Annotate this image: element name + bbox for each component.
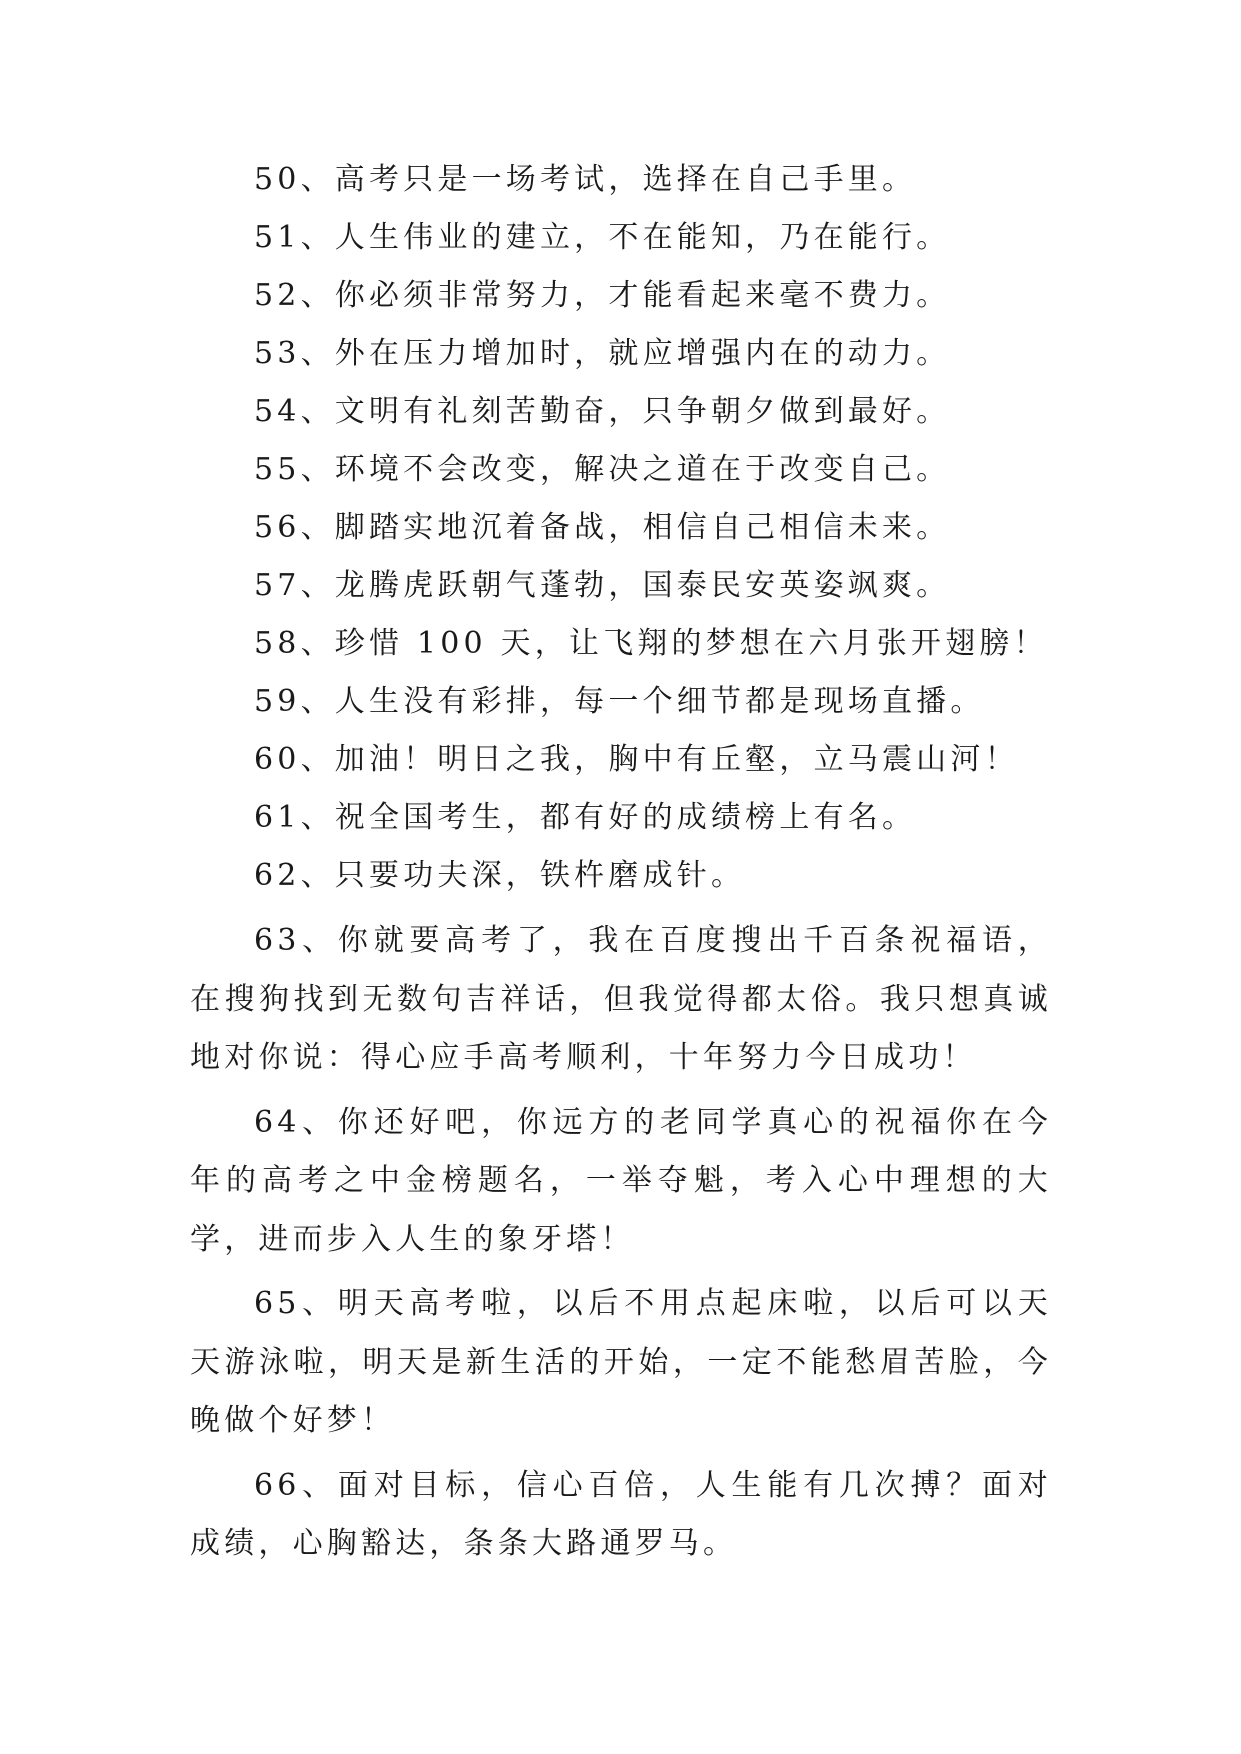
list-item-58: 58、珍惜 100 天，让飞翔的梦想在六月张开翅膀！ — [254, 626, 1048, 661]
list-item-60: 60、加油！明日之我，胸中有丘壑，立马震山河！ — [254, 742, 1019, 777]
list-item-62: 62、只要功夫深，铁杵磨成针。 — [254, 858, 746, 893]
list-item-57: 57、龙腾虎跃朝气蓬勃，国泰民安英姿飒爽。 — [254, 568, 951, 603]
list-item-63: 63、你就要高考了，我在百度搜出千百条祝福语，在搜狗找到无数句吉祥话，但我觉得都太俗。我只想真诚地对你说：得心应手高考顺利，十年努力今日成功！ — [190, 923, 1052, 1075]
list-item-61: 61、祝全国考生，都有好的成绩榜上有名。 — [254, 800, 917, 835]
list-item-52: 52、你必须非常努力，才能看起来毫不费力。 — [254, 278, 951, 313]
document-body — [190, 158, 1052, 1580]
list-item-51: 51、人生伟业的建立，不在能知，乃在能行。 — [254, 220, 951, 255]
list-item-64: 64、你还好吧，你远方的老同学真心的祝福你在今年的高考之中金榜题名，一举夺魁，考入心中理想的大学，进而步入人生的象牙塔！ — [190, 1104, 1052, 1257]
list-item-54: 54、文明有礼刻苦勤奋，只争朝夕做到最好。 — [254, 394, 951, 429]
list-item-66: 66、面对目标，信心百倍，人生能有几次搏？面对成绩，心胸豁达，条条大路通罗马。 — [190, 1467, 1052, 1561]
list-item-50: 50、高考只是一场考试，选择在自己手里。 — [254, 162, 917, 197]
list-item-56: 56、脚踏实地沉着备战，相信自己相信未来。 — [254, 510, 951, 545]
list-item-65: 65、明天高考啦，以后不用点起床啦，以后可以天天游泳啦，明天是新生活的开始，一定不能愁眉苦脸，今晚做个好梦！ — [190, 1286, 1052, 1438]
list-item-53: 53、外在压力增加时，就应增强内在的动力。 — [254, 336, 951, 371]
list-item-55: 55、环境不会改变，解决之道在于改变自己。 — [254, 452, 951, 487]
list-item-59: 59、人生没有彩排，每一个细节都是现场直播。 — [254, 684, 985, 719]
